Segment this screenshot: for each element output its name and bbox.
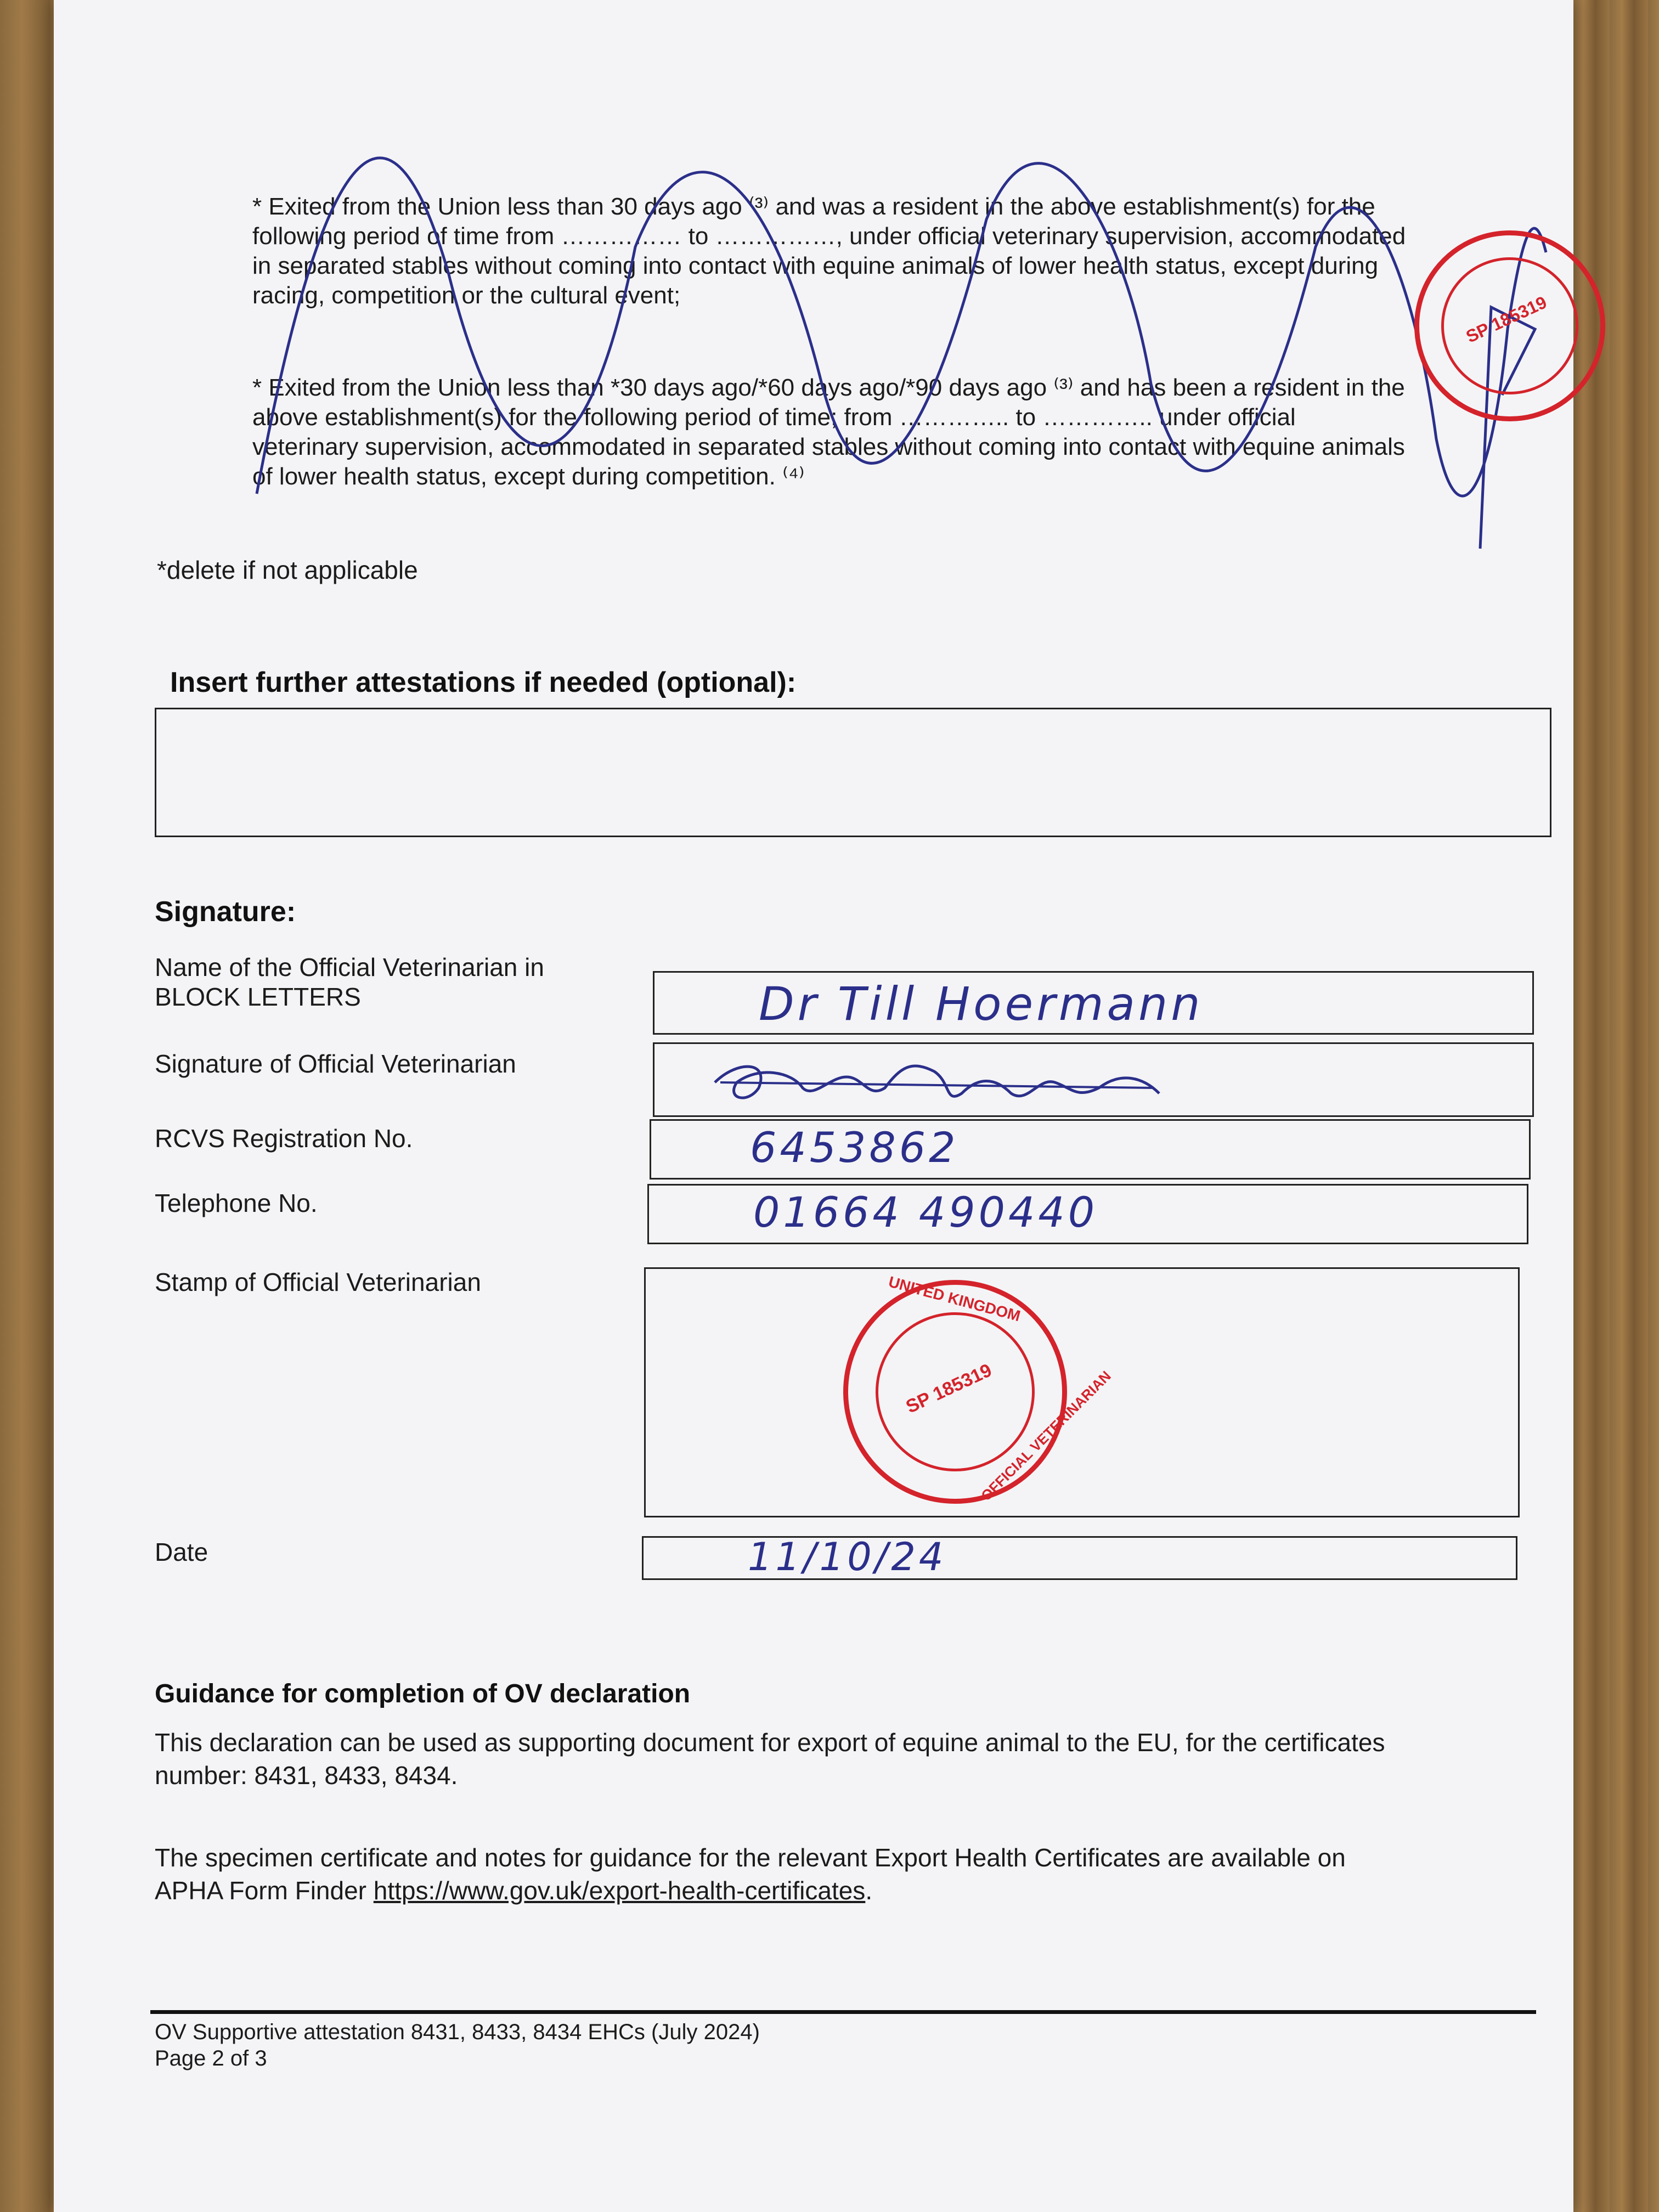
name-value: Dr Till Hoermann — [759, 977, 1204, 1031]
guidance-suffix: . — [865, 1876, 873, 1905]
handwritten-signature — [704, 1044, 1252, 1115]
guidance-line — [155, 1874, 1537, 1907]
telephone-value: 01664 490440 — [753, 1188, 1098, 1237]
clause-b-line: * Exited from the Union less than *30 days ago/*60 days ago/*90 days ago ⁽³⁾ and has been a resident in the — [252, 374, 1405, 401]
clause-b-line: above establishment(s) for the following period of time; from ………….. to ………….. under official — [252, 404, 1296, 431]
guidance-line: The specimen certificate and notes for guidance for the relevant Export Health Certificates are available on — [155, 1843, 1346, 1872]
delete-note: *delete if not applicable — [157, 556, 418, 584]
footer-title: OV Supportive attestation 8431, 8433, 8434 EHCs (July 2024) — [155, 2020, 760, 2044]
rcvs-value: 6453862 — [750, 1123, 959, 1172]
telephone-label: Telephone No. — [155, 1189, 318, 1217]
stamp-right-text: OFFICIAL VETERINARIAN — [978, 1367, 1114, 1504]
clause-b-line: veterinary supervision, accommodated in separated stables without coming into contact with equine animals — [252, 433, 1405, 460]
signature-label: Signature of Official Veterinarian — [155, 1049, 516, 1078]
scribble-stroke — [257, 158, 1546, 496]
date-value: 11/10/24 — [748, 1534, 947, 1579]
name-label-line: Name of the Official Veterinarian in — [155, 953, 544, 981]
clause-b-line: of lower health status, except during competition. ⁽⁴⁾ — [252, 463, 805, 490]
date-label: Date — [155, 1538, 208, 1566]
stamp-center-text: SP 185319 — [1463, 292, 1550, 347]
signature-heading: Signature: — [155, 896, 296, 928]
telephone-field[interactable] — [647, 1184, 1528, 1244]
clause-a-line: following period of time from …………… to ……………, under official veterinary supervision, accommodated — [252, 223, 1406, 250]
strike-through-scribble — [54, 0, 1573, 603]
further-attestations-heading: Insert further attestations if needed (optional): — [170, 667, 797, 698]
guidance-paragraph-2 — [155, 1841, 1537, 1907]
signature-stroke — [715, 1066, 1159, 1098]
clause-a-line: * Exited from the Union less than 30 days ago ⁽³⁾ and was a resident in the above establishment(s) for the — [252, 193, 1375, 220]
stamp-field[interactable] — [644, 1267, 1520, 1517]
guidance-heading: Guidance for completion of OV declaration — [155, 1679, 691, 1708]
guidance-line: number: 8431, 8433, 8434. — [155, 1761, 458, 1790]
document-page — [54, 0, 1573, 2212]
guidance-prefix: APHA Form Finder — [155, 1876, 374, 1905]
name-label-line: BLOCK LETTERS — [155, 983, 361, 1011]
stamp-center-text: SP 185319 — [902, 1359, 995, 1418]
rcvs-field[interactable] — [650, 1119, 1531, 1180]
clause-a-line: racing, competition or the cultural event; — [252, 282, 681, 309]
footer — [155, 2019, 760, 2072]
date-field[interactable] — [642, 1536, 1517, 1580]
rcvs-label: RCVS Registration No. — [155, 1124, 413, 1153]
guidance-line: This declaration can be used as supporting document for export of equine animal to the EU, for the certificates — [155, 1728, 1385, 1757]
signature-stroke — [720, 1082, 1154, 1088]
stamp-top-text: UNITED KINGDOM — [887, 1273, 1023, 1325]
signature-field[interactable] — [653, 1042, 1534, 1117]
name-field[interactable] — [653, 971, 1534, 1035]
clause-a-line: in separated stables without coming into contact with equine animals of lower health status, except during — [252, 252, 1379, 279]
further-attestations-field[interactable] — [155, 708, 1551, 837]
name-label — [155, 952, 544, 1012]
page-number: Page 2 of 3 — [155, 2046, 267, 2070]
official-stamp — [843, 1273, 1114, 1504]
stamp-label: Stamp of Official Veterinarian — [155, 1268, 481, 1296]
guidance-paragraph-1 — [155, 1726, 1537, 1792]
export-health-certificates-link[interactable]: https://www.gov.uk/export-health-certificates — [373, 1876, 866, 1905]
stamp-top-right — [1414, 230, 1605, 421]
footer-rule — [150, 2010, 1536, 2014]
